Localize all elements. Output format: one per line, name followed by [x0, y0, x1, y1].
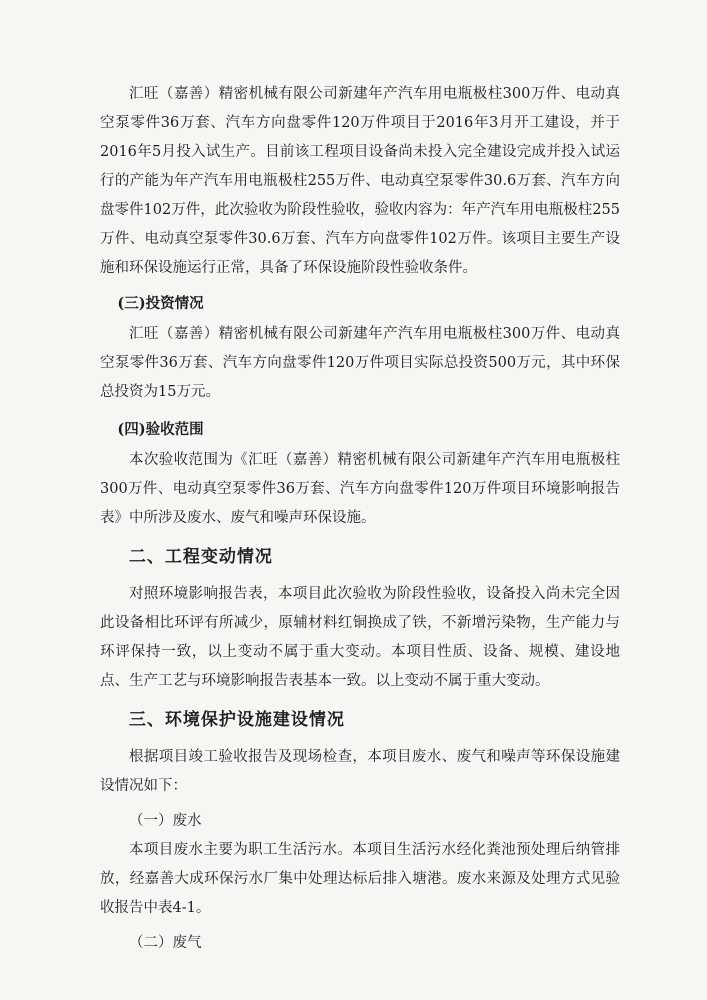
paragraph-wastewater: 本项目废水主要为职工生活污水。本项目生活污水经化粪池预处理后纳管排放，经嘉善大成环保污水厂集中处理达标后排入塘港。废水来源及处理方式见验收报告中表4-1。 [100, 842, 620, 916]
paragraph-acceptance-scope: 本次验收范围为《汇旺（嘉善）精密机械有限公司新建年产汽车用电瓶极柱300万件、电动真空泵零件36万套、汽车方向盘零件120万件项目环境影响报告表》中所涉及废水、废气和噪声环保设施。 [100, 452, 620, 526]
paragraph-facilities-intro: 根据项目竣工验收报告及现场检查，本项目废水、废气和噪声等环保设施建设情况如下： [100, 749, 620, 794]
heading-environmental-facilities: 三、环境保护设施建设情况 [128, 710, 345, 730]
heading-waste-gas: （二）废气 [129, 935, 202, 951]
heading-investment: (三)投资情况 [117, 295, 204, 312]
paragraph-investment: 汇旺（嘉善）精密机械有限公司新建年产汽车用电瓶极柱300万件、电动真空泵零件36万套、汽车方向盘零件120万件项目实际总投资500万元，其中环保总投资为15万元。 [100, 326, 620, 400]
paragraph-project-status: 汇旺（嘉善）精密机械有限公司新建年产汽车用电瓶极柱300万件、电动真空泵零件36万套、汽车方向盘零件120万件项目于2016年3月开工建设，并于2016年5月投入试生产。目前该工程项目设备尚未投入完全建设完成并投入试运行的产能为年产汽车用电瓶极柱255万件、电动真空泵零件30.6万套、汽车方向盘零件102万件，此次验收为阶段性验收，验收内容为：年产汽车用电瓶极柱255万件、电动真空泵零件30.6万套、汽车方向盘零件102万件。该项目主要生产设施和环保设施运行正常，具备了环保设施阶段性验收条件。 [100, 86, 620, 276]
document-body [100, 80, 620, 958]
paragraph-project-changes: 对照环境影响报告表，本项目此次验收为阶段性验收，设备投入尚未完全因此设备相比环评有所减少，原辅材料红铜换成了铁，不新增污染物，生产能力与环评保持一致，以上变动不属于重大变动。本项目性质、设备、规模、建设地点、生产工艺与环境影响报告表基本一致。以上变动不属于重大变动。 [100, 586, 620, 689]
heading-project-changes: 二、工程变动情况 [128, 547, 273, 567]
heading-acceptance-scope: (四)验收范围 [117, 421, 204, 438]
heading-wastewater: （一）废水 [129, 813, 202, 829]
